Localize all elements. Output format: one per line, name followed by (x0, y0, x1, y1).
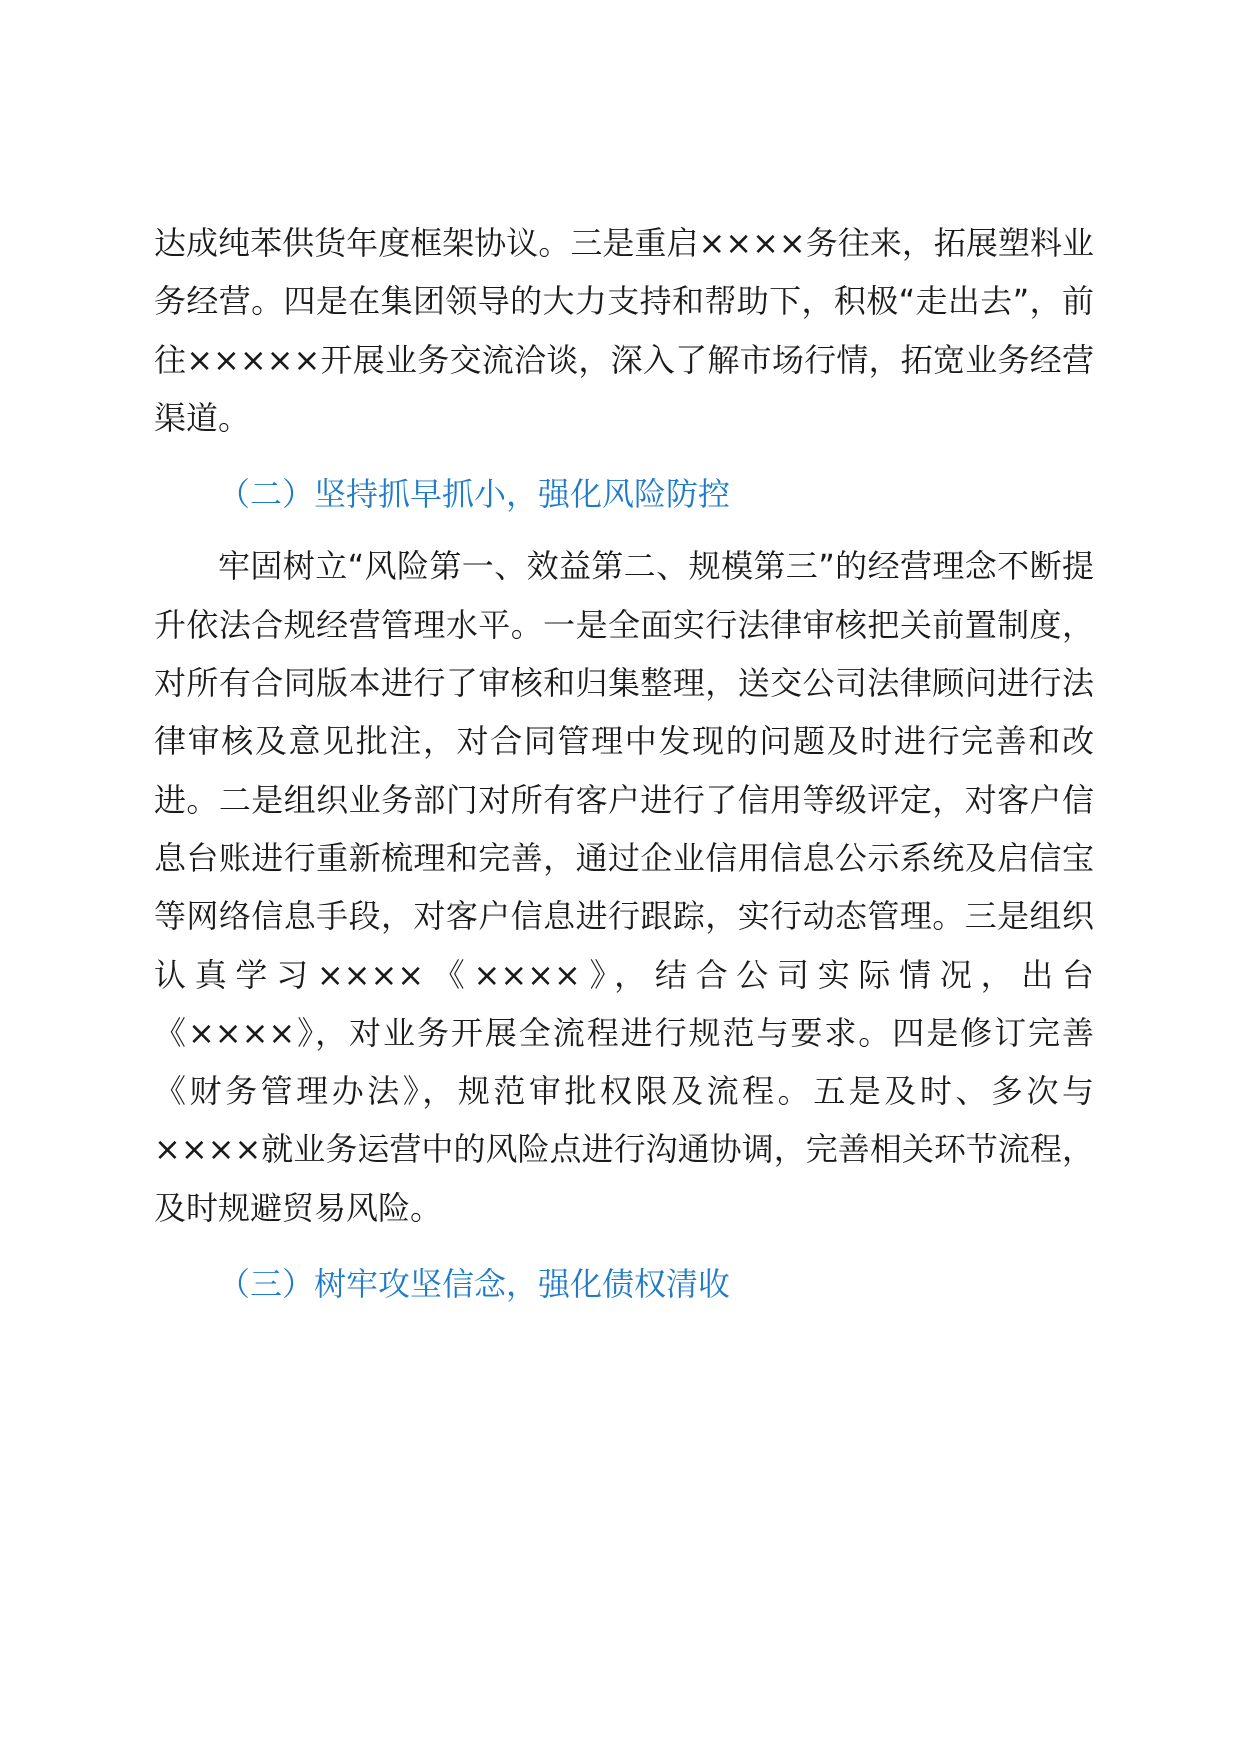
paragraph-continued: 达成纯苯供货年度框架协议。三是重启××××务往来，拓展塑料业务经营。四是在集团领导的大力支持和帮助下，积极“走出去”，前往×××××开展业务交流洽谈，深入了解市场行情，拓宽业务经营渠道。 (154, 224, 1094, 437)
paragraph-risk-control: 牢固树立“风险第一、效益第二、规模第三”的经营理念不断提升依法合规经营管理水平。一是全面实行法律审核把关前置制度，对所有合同版本进行了审核和归集整理，送交公司法律顾问进行法律审核及意见批注，对合同管理中发现的问题及时进行完善和改进。二是组织业务部门对所有客户进行了信用等级评定，对客户信息台账进行重新梳理和完善，通过企业信用信息公示系统及启信宝等网络信息手段，对客户信息进行跟踪，实行动态管理。三是组织认真学习××××《××××》，结合公司实际情况，出台《××××》，对业务开展全流程进行规范与要求。四是修订完善《财务管理办法》，规范审批权限及流程。五是及时、多次与××××就业务运营中的风险点进行沟通协调，完善相关环节流程，及时规避贸易风险。 (154, 547, 1094, 1227)
document-body (154, 214, 1094, 1327)
section-heading-2: （二）坚持抓早抓小，强化风险防控 (218, 475, 731, 514)
section-heading-3: （三）树牢攻坚信念，强化债权清收 (218, 1265, 731, 1304)
